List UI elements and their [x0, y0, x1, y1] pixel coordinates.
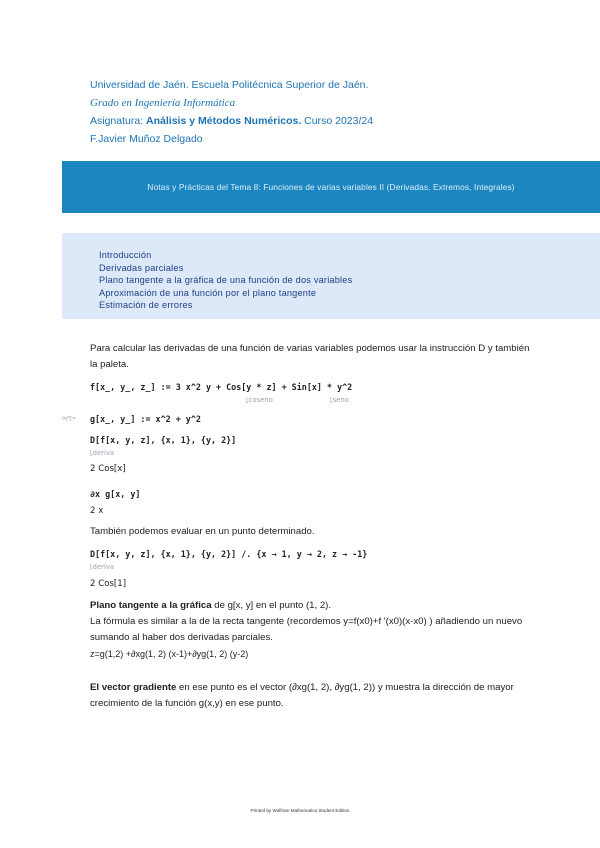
- input-label: In[*]:=: [62, 416, 76, 422]
- print-footer: Printed by Wolfram Mathematica Student Edition: [250, 808, 350, 813]
- input-cell-evaluated-derivative[interactable]: D[f[x, y, z], {x, 1}, {y, 2}] /. {x → 1, y → 2, z → -1}: [90, 549, 368, 559]
- toc-item-aproximacion[interactable]: Aproximación de una función por el plano tangente: [99, 287, 317, 298]
- tangent-plane-heading: [90, 598, 530, 614]
- course-year: Curso 2023/24: [301, 115, 374, 127]
- author-line: F.Javier Muñoz Delgado: [90, 133, 203, 145]
- hint-coseno: ⌊coseno: [246, 396, 273, 404]
- gradient-paragraph: [90, 680, 530, 712]
- degree-line: Grado en Ingeniería Informática: [90, 97, 236, 109]
- subject-name: Análisis y Métodos Numéricos.: [146, 115, 302, 127]
- output-cell-partial-x: 2 x: [90, 506, 104, 516]
- output-cell-derivative: 2 Cos[x]: [90, 464, 126, 474]
- subject-label: Asignatura:: [90, 115, 147, 127]
- toc-item-plano-tangente[interactable]: Plano tangente a la gráfica de una función de dos variables: [99, 275, 353, 286]
- input-cell-g-definition[interactable]: g[x_, y_] := x^2 + y^2: [90, 414, 201, 424]
- university-line: Universidad de Jaén. Escuela Politécnica Superior de Jaén.: [90, 79, 369, 91]
- tangent-plane-formula: z=g(1,2) +∂xg(1, 2) (x-1)+∂yg(1, 2) (y-2): [90, 649, 249, 659]
- subject-line: [90, 112, 373, 130]
- gradient-rest: en ese punto es el vector (∂xg(1, 2), ∂yg(1, 2)) y muestra la dirección de mayor crecimiento de la función g(x,y) en ese punto.: [90, 682, 514, 709]
- input-cell-derivative[interactable]: D[f[x, y, z], {x, 1}, {y, 2}]: [90, 435, 237, 445]
- formula-explanation: La fórmula es similar a la de la recta tangente (recordemos y=f(x0)+f '(x0)(x-x0) ) añadiendo un nuevo sumando al haber dos derivadas parciales.: [90, 616, 523, 643]
- hint-deriva-2: ⌊deriva: [90, 563, 115, 571]
- intro-paragraph: Para calcular las derivadas de una función de varias variables podemos usar la instrucción D y también la paleta.: [90, 343, 530, 370]
- input-cell-partial-x[interactable]: ∂x g[x, y]: [90, 489, 141, 499]
- tangent-plane-bold: Plano tangente a la gráfica: [90, 600, 212, 611]
- title-banner: [62, 161, 600, 213]
- banner-title: Notas y Prácticas del Tema 8: Funciones de varias variables II (Derivadas, Extremos, Integrales): [147, 182, 515, 192]
- output-cell-evaluated-derivative: 2 Cos[1]: [90, 579, 127, 589]
- input-cell-f-definition[interactable]: f[x_, y_, z_] := 3 x^2 y + Cos[y * z] + Sin[x] * y^2: [90, 382, 353, 392]
- gradient-bold: El vector gradiente: [90, 682, 177, 693]
- hint-deriva: ⌊deriva: [90, 449, 115, 457]
- toc-item-derivadas-parciales[interactable]: Derivadas parciales: [99, 262, 184, 273]
- toc-item-estimacion-errores[interactable]: Estimación de errores: [99, 300, 193, 311]
- document-header: [90, 76, 373, 148]
- evaluation-paragraph: También podemos evaluar en un punto determinado.: [90, 526, 315, 537]
- tangent-plane-rest: de g[x, y] en el punto (1, 2).: [211, 600, 332, 611]
- toc-item-introduccion[interactable]: Introducción: [99, 250, 152, 260]
- hint-seno: ⌊seno: [330, 396, 349, 404]
- table-of-contents: [62, 233, 600, 319]
